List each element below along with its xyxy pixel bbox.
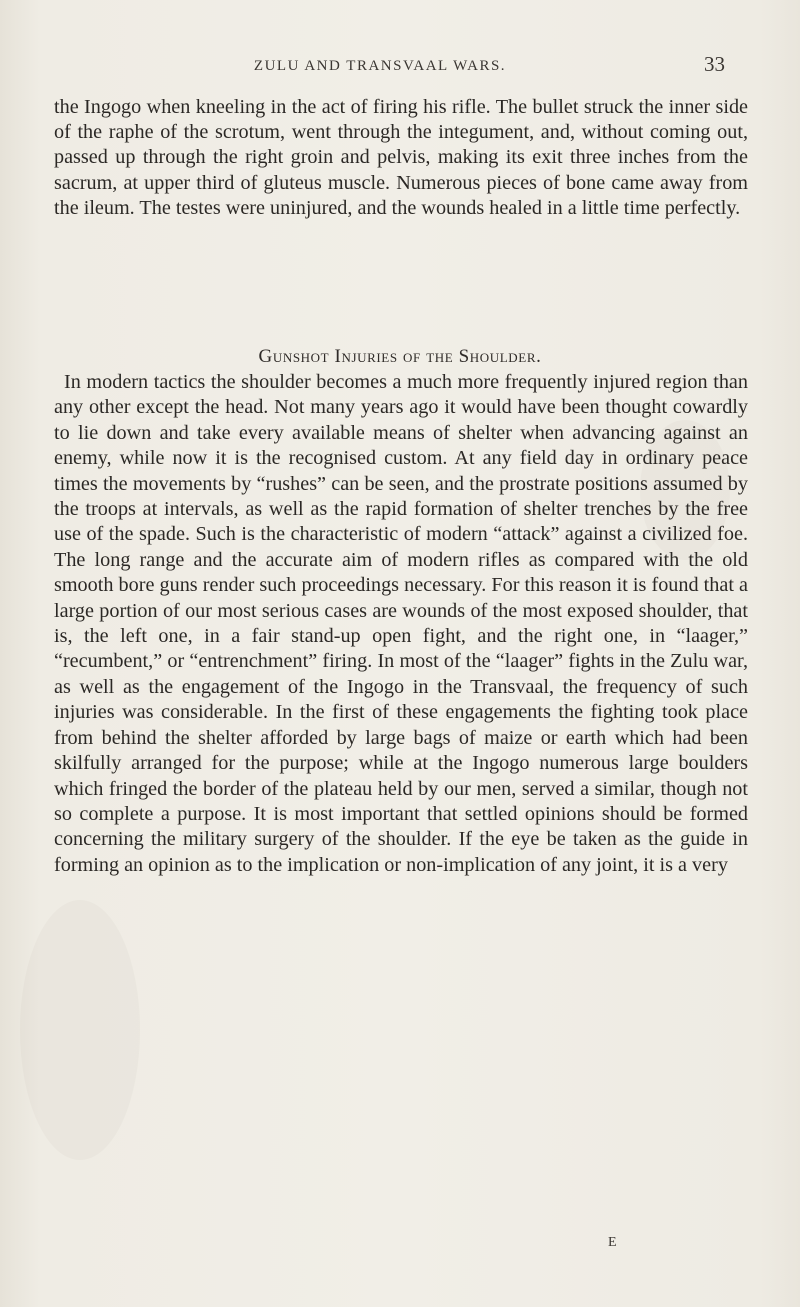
paper-stain	[20, 900, 140, 1160]
intro-paragraph: the Ingogo when kneeling in the act of firing his rifle. The bullet struck the inner side of the raphe of the scrotum, went through the integument, and, without coming out, passed up through the right groin and pelvis, making its exit three inches from the sacrum, at upper third of gluteus muscle. Numerous pieces of bone came away from the ileum. The testes were uninjured, and the wounds healed in a little time perfectly.	[54, 96, 748, 219]
section-heading: Gunshot Injuries of the Shoulder.	[258, 346, 542, 367]
section-paragraph-block	[54, 370, 748, 878]
running-head: ZULU AND TRANSVAAL WARS.	[253, 58, 507, 74]
signature-mark: E	[608, 1235, 617, 1250]
page-number: 33	[704, 52, 725, 76]
intro-paragraph-block	[54, 95, 748, 221]
section-paragraph: In modern tactics the shoulder becomes a much more frequently injured region than any other except the head. Not many years ago it would have been thought cowardly to lie down and take every available means of shelter when advancing against an enemy, while now it is the recognised custom. At any field day in ordinary peace times the movements by “rushes” can be seen, and the prostrate positions assumed by the troops at intervals, as well as the rapid formation of shelter trenches by the free use of the spade. Such is the characteristic of modern “attack” against a civilized foe. The long range and the accurate aim of modern rifles as compared with the old smooth bore guns render such proceedings necessary. For this reason it is found that a large portion of our most serious cases are wounds of the most exposed shoulder, that is, the left one, in a fair stand-up open fight, and the right one, in “laager,” “recumbent,” or “entrenchment” firing. In most of the “laager” fights in the Zulu war, as well as the engagement of the Ingogo in the Transvaal, the frequency of such injuries was considerable. In the first of these engagements the fighting took place from behind the shelter afforded by large bags of maize or earth which had been skilfully arranged for the purpose; while at the Ingogo numerous large boulders which fringed the border of the plateau held by our men, served a similar, though not so complete a purpose. It is most important that settled opinions should be formed concerning the military surgery of the shoulder. If the eye be taken as the guide in forming an opinion as to the implication or non-implication of any joint, it is a very	[54, 371, 748, 876]
